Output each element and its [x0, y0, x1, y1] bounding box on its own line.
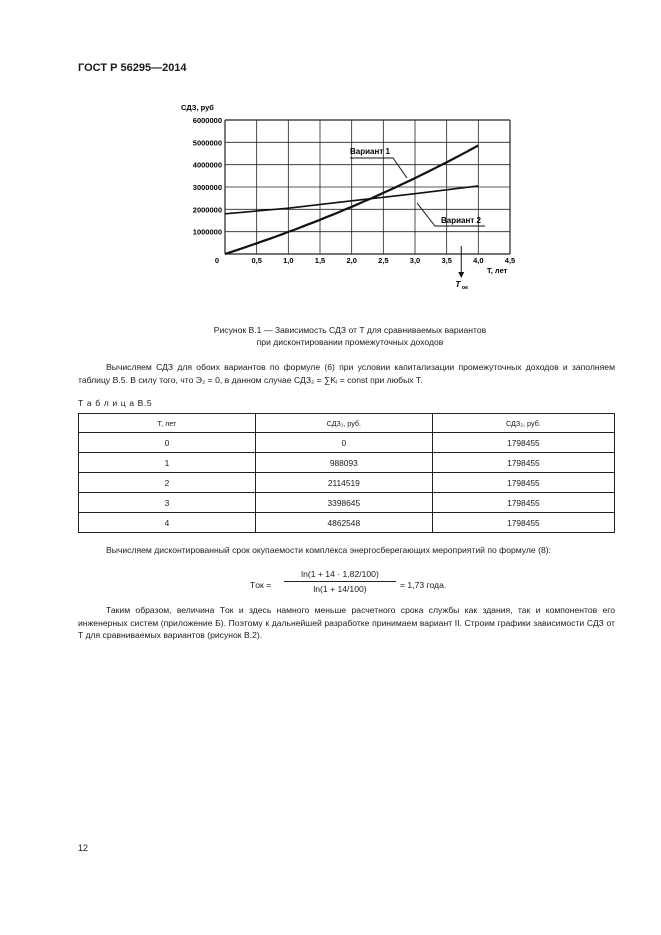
y-tick-label: 3000000	[192, 183, 222, 192]
y-tick-label: 2000000	[192, 205, 222, 215]
paragraph-3: Таким образом, величина Tок и здесь намного меньше расчетного срока службы как здания, так и компонентов его инженерных систем (приложение Б). Поэтому к дальнейшей разработке принимаем вариант II. Строим графики зависимости СДЗ от T для сравниваемых вариантов (рисунок В.2).	[78, 605, 615, 640]
y-tick-label: 5000000	[192, 138, 222, 148]
tok-marker-arrow	[458, 272, 464, 278]
table-cell: 2	[79, 473, 256, 493]
figure-caption-line1: Рисунок В.1 — Зависимость СДЗ от T для сравниваемых вариантов	[213, 325, 487, 335]
paragraph-1: Вычисляем СДЗ для обоих вариантов по формуле (6) при условии капитализации промежуточных доходов и заполняем таблицу В.5. В силу того, что Э₂ = 0, в данном случае СДЗ₂ = ∑Kᵢ = const при любых T.	[78, 362, 615, 385]
x-tick-label: 0,5	[251, 256, 262, 265]
x-tick-label: 0	[214, 256, 220, 265]
x-tick-label: 4,0	[473, 256, 484, 265]
table-row	[79, 453, 615, 473]
y-tick-label: 4000000	[192, 160, 222, 170]
document-header: ГОСТ Р 56295—2014	[78, 62, 187, 74]
formula-fraction	[284, 569, 396, 594]
table-cell: 2114519	[255, 473, 432, 493]
x-tick-label: 3,5	[441, 256, 452, 265]
table-cell: 1798455	[432, 453, 614, 473]
tok-label: T	[455, 279, 461, 289]
table-cell: 1798455	[432, 473, 614, 493]
formula-denominator: ln(1 + 14/100)	[313, 584, 367, 594]
table-cell: 0	[255, 433, 432, 453]
table-cell: 3398645	[255, 493, 432, 513]
x-tick-label: 1,5	[314, 256, 326, 265]
sdz-chart	[175, 95, 525, 295]
x-tick-label: 2,0	[346, 256, 357, 265]
table-header-sdz2: СДЗ₂, руб.	[432, 414, 614, 433]
page-number: 12	[78, 843, 89, 853]
x-tick-label: 4,5	[504, 256, 516, 265]
chart-ticks	[193, 116, 515, 265]
table-row	[79, 513, 615, 533]
x-tick-label: 3,0	[409, 256, 421, 265]
table-header-row	[79, 414, 615, 433]
series-variant-1-label: Вариант 1	[350, 147, 390, 156]
table-b5	[78, 413, 615, 533]
x-axis-label: T, лет	[487, 266, 508, 275]
figure-caption-line2: при дисконтировании промежуточных доходов	[256, 337, 444, 347]
table-row	[79, 433, 615, 453]
tok-label-sub: ок	[461, 285, 468, 291]
table-cell: 4862548	[255, 513, 432, 533]
formula-lhs: Tок =	[250, 580, 272, 590]
x-tick-label: 1,0	[283, 256, 294, 265]
table-cell: 3	[79, 493, 256, 513]
table-cell: 1798455	[432, 493, 614, 513]
table-cell: 1798455	[432, 433, 614, 453]
table-cell: 0	[79, 433, 256, 453]
table-cell: 1	[79, 453, 256, 473]
formula-tok	[250, 569, 550, 605]
y-tick-label: 6000000	[192, 116, 222, 125]
formula-rhs: = 1,73 года.	[400, 580, 447, 590]
table-header-sdz1: СДЗ₁, руб.	[255, 414, 432, 433]
table-cell: 4	[79, 513, 256, 533]
table-row	[79, 473, 615, 493]
x-tick-label: 2,5	[378, 256, 389, 265]
table-cell: 1798455	[432, 513, 614, 533]
series-variant-2-label: Вариант 2	[441, 216, 481, 225]
table-header-t: T, лет	[79, 414, 256, 433]
series-variant-1-leader	[350, 158, 407, 178]
y-tick-label: 1000000	[192, 227, 222, 237]
paragraph-2: Вычисляем дисконтированный срок окупаемости комплекса энергосберегающих мероприятий по формуле (8):	[106, 545, 551, 555]
y-axis-label: СДЗ, руб	[181, 103, 214, 112]
table-row	[79, 493, 615, 513]
table-label: Т а б л и ц а В.5	[78, 398, 153, 408]
chart-labels	[181, 103, 508, 291]
table-cell: 988093	[255, 453, 432, 473]
formula-numerator: ln(1 + 14 · 1,82/100)	[284, 569, 396, 582]
